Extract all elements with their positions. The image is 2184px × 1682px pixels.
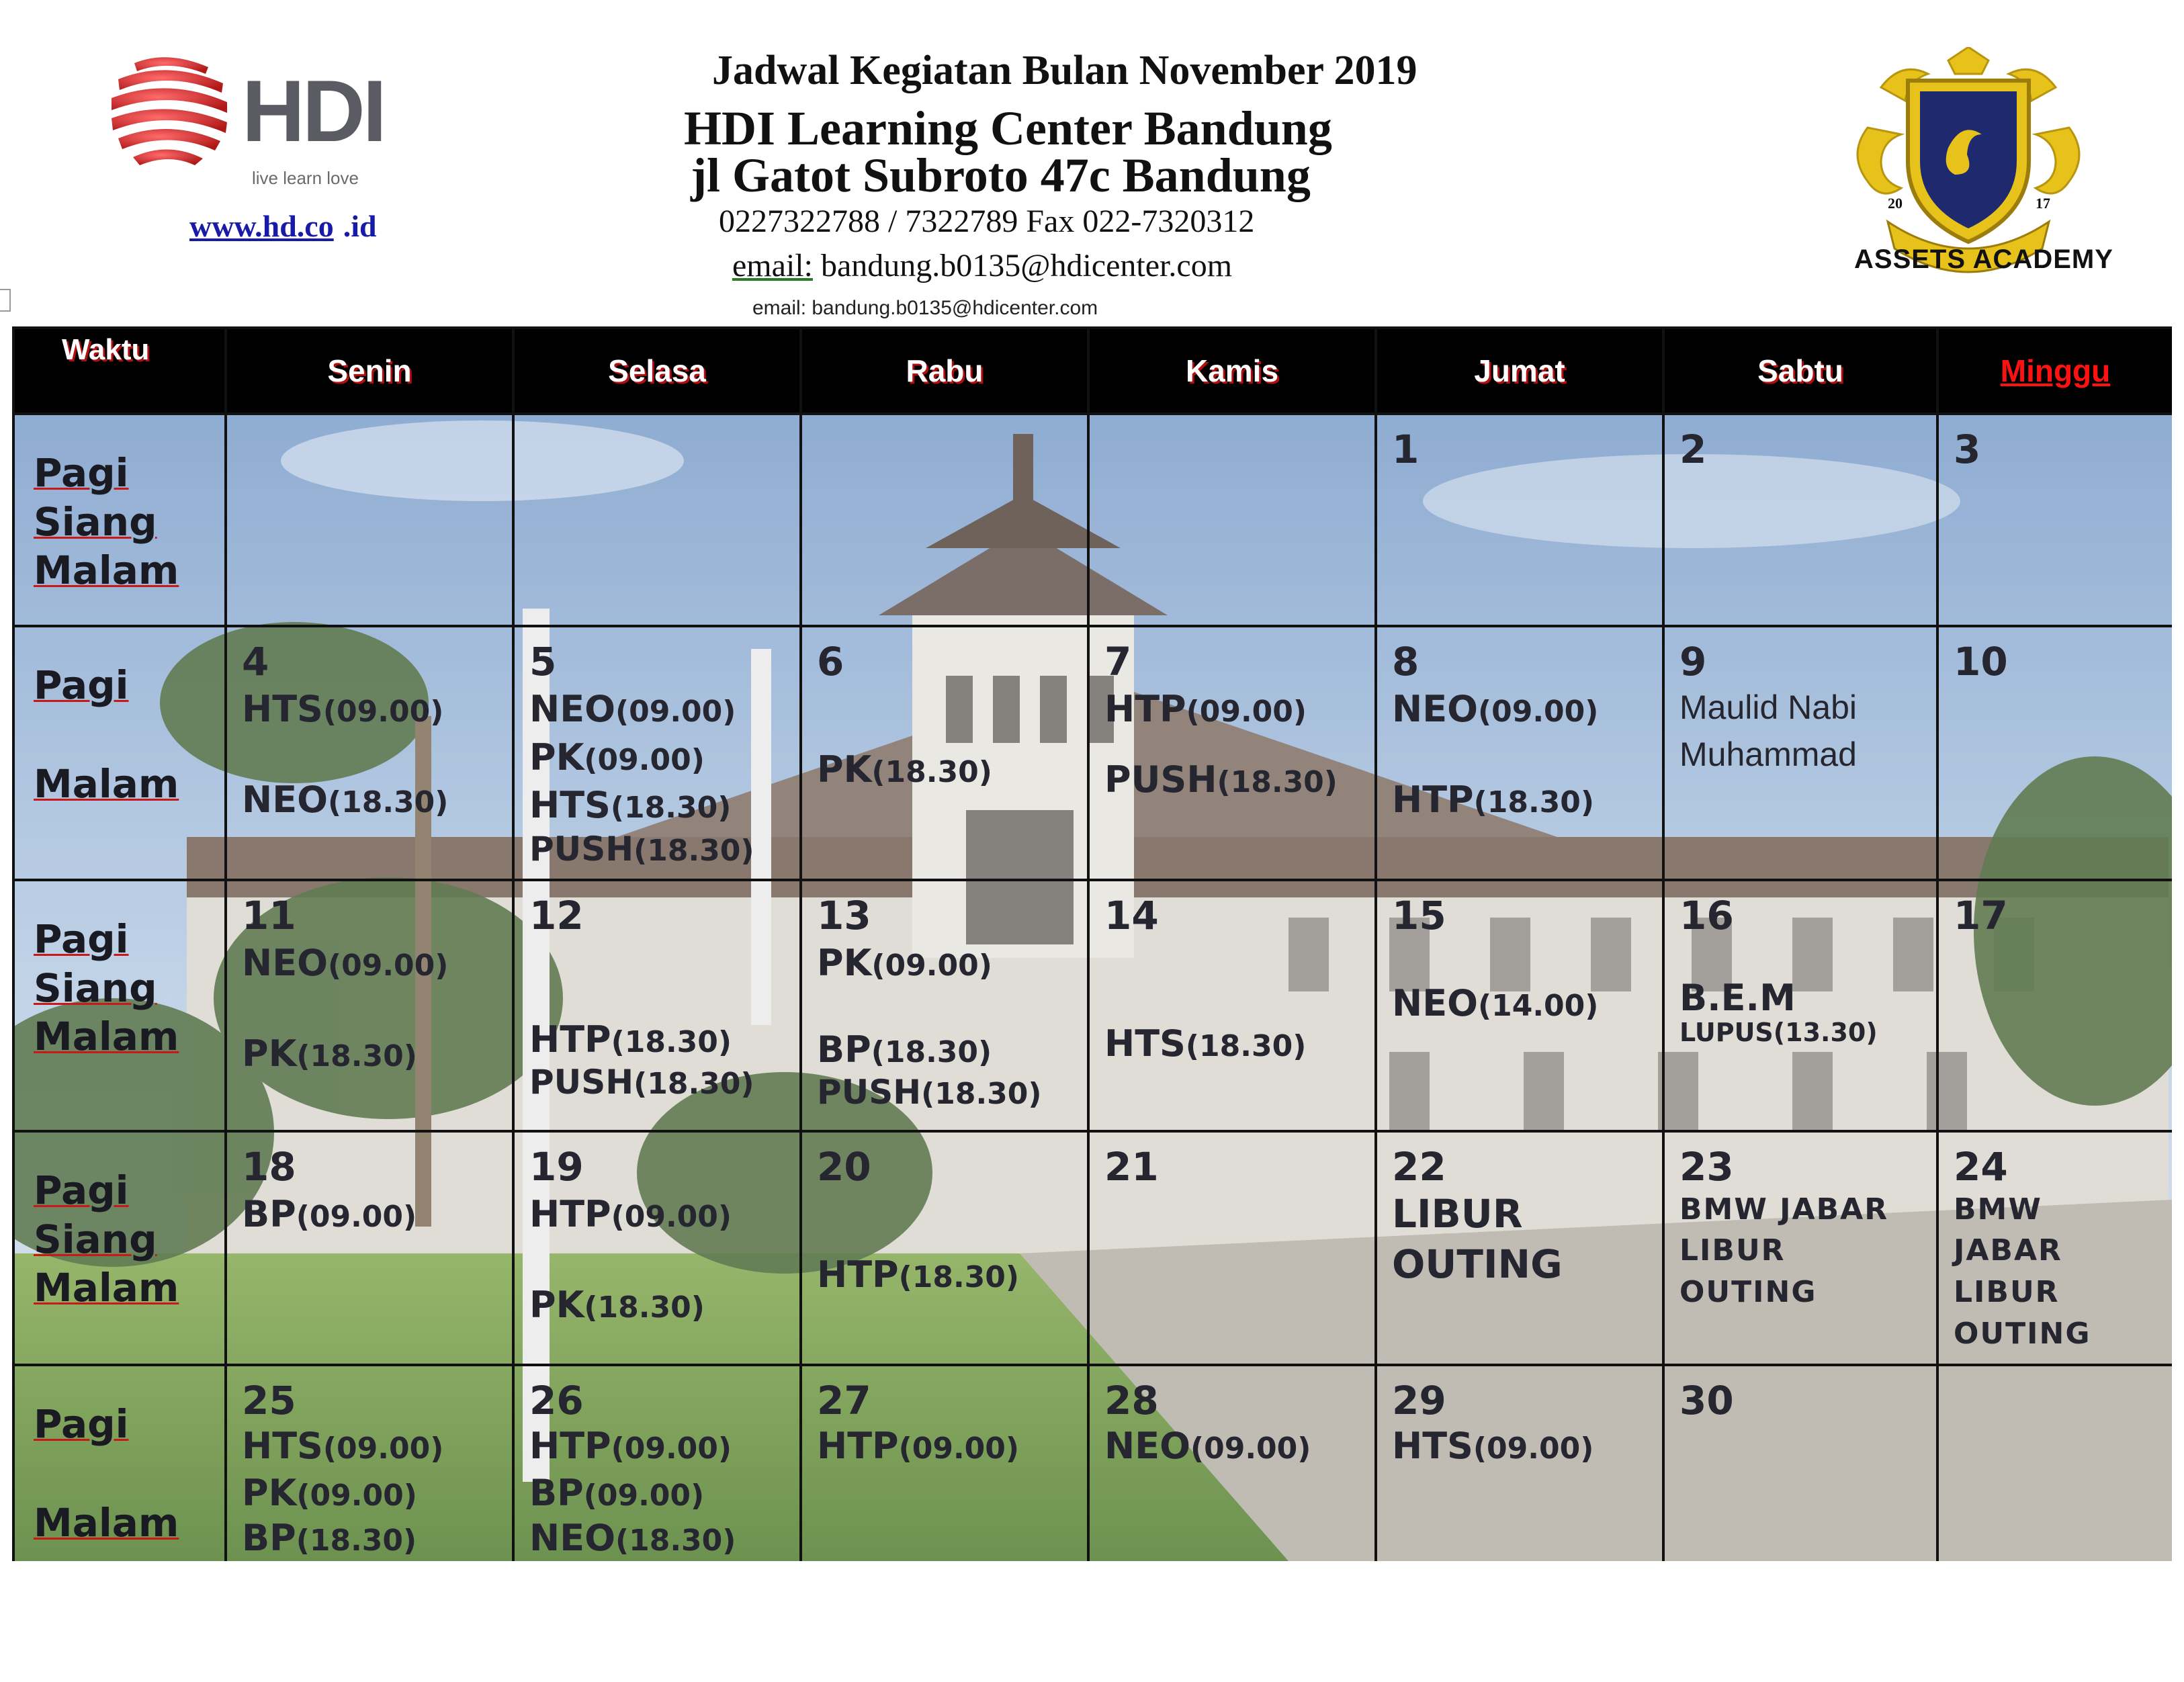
day-cell[interactable] xyxy=(513,880,801,1131)
event-code: PUSH xyxy=(1104,758,1217,801)
svg-text:17: 17 xyxy=(2036,195,2050,212)
contact-email-small: email: bandung.b0135@hdicenter.com xyxy=(752,297,1098,319)
day-cell[interactable] xyxy=(801,1365,1088,1561)
event xyxy=(529,1280,799,1331)
event xyxy=(817,1072,1087,1112)
time-label: Pagi xyxy=(34,450,129,496)
day-cell[interactable] xyxy=(1937,880,2172,1131)
time-label: Malam xyxy=(34,1499,179,1546)
event-code: PK xyxy=(817,941,872,984)
header-jumat: Jumat xyxy=(1376,328,1663,414)
day-cell[interactable] xyxy=(1376,1131,1663,1365)
day-cell[interactable] xyxy=(1937,414,2172,626)
time-label: Pagi xyxy=(34,1167,129,1213)
time-labels xyxy=(13,414,226,626)
event-code: NEO xyxy=(242,941,328,984)
day-number: 30 xyxy=(1679,1378,1734,1423)
time-labels xyxy=(13,880,226,1131)
event-code: BP xyxy=(242,1192,296,1235)
assets-academy-name: ASSETS ACADEMY xyxy=(1854,245,2113,274)
day-cell[interactable] xyxy=(226,414,513,626)
event xyxy=(242,938,512,989)
day-cell[interactable] xyxy=(1088,626,1376,880)
event-code: HTS xyxy=(242,1424,323,1467)
day-cell[interactable] xyxy=(1937,626,2172,880)
holiday-label: Muhammad xyxy=(1679,735,1857,773)
event-time: (09.00) xyxy=(583,1478,705,1513)
event xyxy=(242,1189,512,1240)
event-code: NEO xyxy=(529,1517,615,1560)
event xyxy=(1392,1423,1662,1470)
header-minggu: Minggu xyxy=(1937,328,2172,414)
time-label: Malam xyxy=(34,547,179,593)
hdi-logo xyxy=(107,47,403,195)
day-number: 6 xyxy=(817,639,844,684)
day-number: 22 xyxy=(1392,1144,1446,1190)
week-row-3 xyxy=(13,880,2172,1131)
event xyxy=(242,774,512,826)
day-number: 7 xyxy=(1104,639,1132,684)
day-cell[interactable] xyxy=(226,1365,513,1561)
event-code: HTS xyxy=(529,783,611,826)
header-selasa: Selasa xyxy=(513,328,801,414)
time-label: Pagi xyxy=(34,662,129,708)
calendar xyxy=(12,326,2172,1561)
day-number: 21 xyxy=(1104,1144,1159,1190)
calendar-header-row xyxy=(13,328,2172,414)
event xyxy=(817,744,1087,795)
event-time: (18.30) xyxy=(634,833,754,868)
time-labels xyxy=(13,1365,226,1561)
event-time: (09.00) xyxy=(1190,1431,1311,1466)
day-cell[interactable] xyxy=(1088,414,1376,626)
day-cell[interactable] xyxy=(801,880,1088,1131)
event-code: BMW JABAR xyxy=(1679,1192,1889,1227)
day-cell[interactable] xyxy=(801,626,1088,880)
event-time: (18.30) xyxy=(871,1035,992,1070)
week-row-1 xyxy=(13,414,2172,626)
event-time: (18.30) xyxy=(898,1259,1020,1294)
day-number: 20 xyxy=(817,1144,871,1190)
event-code: LIBUR xyxy=(1392,1190,1523,1237)
hdi-tagline: live learn love xyxy=(252,168,359,188)
event xyxy=(529,1517,799,1560)
event xyxy=(817,1249,1087,1300)
event xyxy=(817,1423,1087,1470)
header-rabu: Rabu xyxy=(801,328,1088,414)
event-code: BP xyxy=(817,1028,871,1071)
event-code: HTP xyxy=(529,1192,611,1235)
day-number: 27 xyxy=(817,1378,871,1423)
time-label: Malam xyxy=(34,760,179,807)
event-time: (18.30) xyxy=(296,1039,417,1074)
event-code: BP xyxy=(529,1471,584,1514)
contact-phone: 0227322788 / 7322789 Fax 022-7320312 xyxy=(719,204,1255,239)
time-label: Malam xyxy=(34,1265,179,1311)
event-time: (09.00) xyxy=(1186,694,1307,729)
event xyxy=(529,1018,799,1062)
event-code: NEO xyxy=(242,779,328,822)
day-number: 19 xyxy=(529,1144,584,1190)
day-cell[interactable] xyxy=(1663,626,1937,880)
event-code: LIBUR xyxy=(1954,1274,2060,1309)
event-code: HTS xyxy=(242,687,323,730)
day-cell[interactable] xyxy=(801,414,1088,626)
event-time: (09.00) xyxy=(871,948,992,983)
day-cell[interactable] xyxy=(1376,1365,1663,1561)
event xyxy=(1104,1018,1374,1069)
holiday-label: Maulid Nabi xyxy=(1679,688,1858,726)
event-code: HTP xyxy=(1104,687,1186,730)
website-suffix: .id xyxy=(343,209,377,243)
event-code: B.E.M xyxy=(1679,976,1796,1019)
event xyxy=(1392,978,1662,1029)
event-time: (18.30) xyxy=(328,785,449,820)
header-sabtu: Sabtu xyxy=(1663,328,1937,414)
event-code: HTP xyxy=(817,1253,899,1296)
event-code: HTS xyxy=(1104,1022,1186,1065)
day-number: 26 xyxy=(529,1378,584,1423)
event-time: (18.30) xyxy=(1473,785,1595,820)
event-code: NEO xyxy=(1392,687,1478,730)
event-time: (18.30) xyxy=(296,1523,417,1558)
event xyxy=(529,1423,799,1470)
event xyxy=(817,1028,1087,1072)
page-edge-marker xyxy=(0,289,11,312)
day-cell[interactable] xyxy=(513,414,801,626)
event xyxy=(1104,754,1374,805)
event xyxy=(529,1062,799,1102)
event-code: NEO xyxy=(1104,1424,1190,1467)
day-number: 5 xyxy=(529,639,557,684)
header-senin: Senin xyxy=(226,328,513,414)
event-time: (09.00) xyxy=(615,694,736,729)
time-label: Pagi xyxy=(34,1401,129,1447)
event-time: (18.30) xyxy=(871,754,992,789)
contact-email xyxy=(732,247,1232,284)
event xyxy=(1104,1423,1374,1470)
event-code: PUSH xyxy=(817,1073,922,1112)
event-time: (18.30) xyxy=(634,1066,754,1101)
header-kamis: Kamis xyxy=(1088,328,1376,414)
day-number: 15 xyxy=(1392,893,1446,938)
event-time: (09.00) xyxy=(328,948,449,983)
day-cell[interactable] xyxy=(1663,880,1937,1131)
event-code: OUTING xyxy=(1954,1316,2091,1351)
event xyxy=(529,734,799,781)
event xyxy=(242,1517,512,1560)
event-code: OUTING xyxy=(1679,1274,1817,1309)
day-number: 13 xyxy=(817,893,871,938)
event-code: NEO xyxy=(529,687,615,730)
day-number: 9 xyxy=(1679,639,1707,684)
event-time: (18.30) xyxy=(1185,1028,1307,1063)
event xyxy=(242,684,512,735)
day-cell[interactable] xyxy=(1088,880,1376,1131)
event-time: (18.30) xyxy=(1217,765,1338,800)
email-address: bandung.b0135@hdicenter.com xyxy=(820,248,1233,283)
event-code: LIBUR xyxy=(1679,1233,1786,1268)
event-time: (18.30) xyxy=(610,790,732,825)
email-label: email: xyxy=(732,248,813,283)
event-code: NEO xyxy=(1392,981,1478,1024)
center-address: jl Gatot Subroto 47c Bandung xyxy=(691,148,1311,202)
day-cell[interactable] xyxy=(1376,626,1663,880)
event-code: LUPUS(13.30) xyxy=(1679,1018,1878,1048)
header-waktu: Waktu xyxy=(13,328,226,414)
day-cell[interactable] xyxy=(226,1131,513,1365)
day-cell[interactable] xyxy=(1663,1365,1937,1561)
day-cell[interactable] xyxy=(226,880,513,1131)
event-time: (09.00) xyxy=(322,1431,444,1466)
event-time: (09.00) xyxy=(611,1431,732,1466)
time-label: Siang xyxy=(34,498,157,545)
event-code: HTP xyxy=(817,1424,899,1467)
event-code: PK xyxy=(242,1032,297,1075)
event-time: (18.30) xyxy=(921,1077,1042,1112)
hdi-globe-icon xyxy=(107,54,228,171)
day-number: 25 xyxy=(242,1378,296,1423)
center-name: HDI Learning Center Bandung xyxy=(684,101,1332,155)
time-label: Siang xyxy=(34,965,157,1011)
event-time: (09.00) xyxy=(584,743,705,778)
event xyxy=(529,829,799,869)
day-cell[interactable] xyxy=(1937,1365,2172,1561)
week-row-4 xyxy=(13,1131,2172,1365)
event-code: PK xyxy=(529,1284,584,1327)
event-time: (09.00) xyxy=(322,694,444,729)
event-code: PUSH xyxy=(529,1062,634,1102)
event xyxy=(1392,774,1662,826)
day-cell[interactable] xyxy=(1088,1365,1376,1561)
day-number: 4 xyxy=(242,639,269,684)
event-code: HTP xyxy=(1392,779,1474,822)
day-number: 8 xyxy=(1392,639,1419,684)
event-code: HTP xyxy=(529,1018,611,1061)
day-number: 12 xyxy=(529,893,584,938)
event-code: PK xyxy=(242,1471,297,1514)
day-number: 23 xyxy=(1679,1144,1734,1190)
time-label: Siang xyxy=(34,1216,157,1262)
day-cell[interactable] xyxy=(513,626,801,880)
day-number: 24 xyxy=(1954,1144,2008,1190)
event xyxy=(529,684,799,735)
event-code: BP xyxy=(242,1517,296,1560)
day-cell[interactable] xyxy=(513,1365,801,1561)
event-code: PK xyxy=(529,736,584,779)
day-number: 28 xyxy=(1104,1378,1159,1423)
hdi-brand: HDI xyxy=(242,62,384,160)
event-time: (09.00) xyxy=(296,1199,417,1234)
day-cell[interactable] xyxy=(801,1131,1088,1365)
event-code: PUSH xyxy=(529,829,634,869)
day-number: 14 xyxy=(1104,893,1159,938)
event xyxy=(529,1189,799,1240)
event-time: (09.00) xyxy=(1473,1431,1594,1466)
website-url[interactable]: www.hd.co xyxy=(189,209,334,243)
event xyxy=(529,782,799,829)
event xyxy=(1392,684,1662,735)
day-cell[interactable] xyxy=(226,626,513,880)
day-number: 10 xyxy=(1954,639,2008,684)
event-time: (18.30) xyxy=(611,1024,732,1059)
event-time: (09.00) xyxy=(1478,694,1599,729)
event-time: (09.00) xyxy=(898,1431,1020,1466)
event-time: (18.30) xyxy=(584,1290,705,1325)
week-row-2 xyxy=(13,626,2172,880)
day-number: 1 xyxy=(1392,427,1419,472)
time-labels xyxy=(13,1131,226,1365)
time-label: Malam xyxy=(34,1014,179,1059)
day-number: 29 xyxy=(1392,1378,1446,1423)
day-number: 18 xyxy=(242,1144,296,1190)
event-code: BMW xyxy=(1954,1192,2042,1227)
event xyxy=(242,1423,512,1470)
week-row-5 xyxy=(13,1365,2172,1561)
event-code: OUTING xyxy=(1392,1241,1563,1288)
day-cell[interactable] xyxy=(1376,880,1663,1131)
event-time: (09.00) xyxy=(296,1478,417,1513)
event-code: PK xyxy=(817,748,872,791)
website-link[interactable] xyxy=(189,208,377,244)
day-cell[interactable] xyxy=(1376,414,1663,626)
day-number: 3 xyxy=(1954,427,1981,472)
time-label: Pagi xyxy=(34,916,129,962)
event xyxy=(1104,684,1374,735)
day-number: 11 xyxy=(242,893,296,938)
event xyxy=(529,1470,799,1517)
day-cell[interactable] xyxy=(1663,414,1937,626)
day-number: 17 xyxy=(1954,893,2008,938)
day-number: 16 xyxy=(1679,893,1734,938)
event-code: HTP xyxy=(529,1424,611,1467)
event xyxy=(817,938,1087,989)
svg-text:20: 20 xyxy=(1888,195,1903,212)
day-cell[interactable] xyxy=(513,1131,801,1365)
event-time: (09.00) xyxy=(611,1199,732,1234)
calendar-table xyxy=(12,326,2172,1561)
event-time: (18.30) xyxy=(615,1523,736,1558)
day-cell[interactable] xyxy=(1937,1131,2172,1365)
event xyxy=(242,1028,512,1079)
time-labels xyxy=(13,626,226,880)
day-number: 2 xyxy=(1679,427,1707,472)
page-title: Jadwal Kegiatan Bulan November 2019 xyxy=(712,48,1417,93)
day-cell[interactable] xyxy=(1663,1131,1937,1365)
event xyxy=(242,1470,512,1517)
event-code: HTS xyxy=(1392,1424,1473,1467)
event-code: JABAR xyxy=(1954,1233,2062,1268)
day-cell[interactable] xyxy=(1088,1131,1376,1365)
event-time: (14.00) xyxy=(1478,988,1599,1023)
